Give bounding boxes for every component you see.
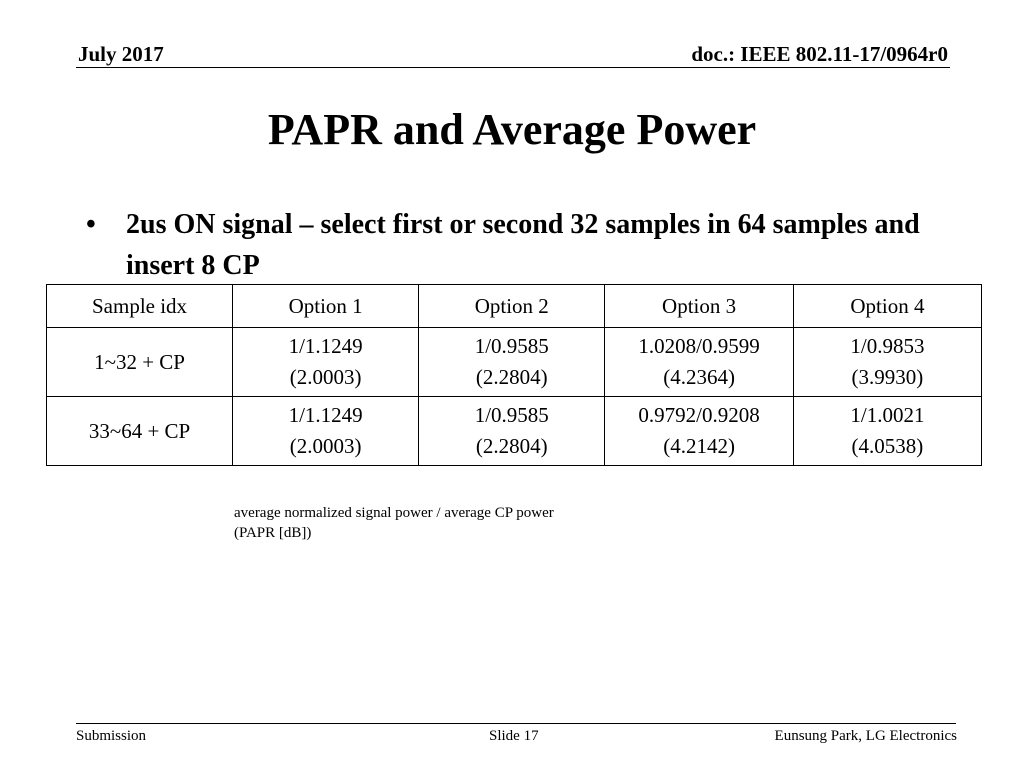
cell-power-ratio: 1/1.1249 xyxy=(288,403,363,427)
header-divider xyxy=(76,67,950,68)
footer-submission: Submission xyxy=(76,728,147,744)
header-option-4: Option 4 xyxy=(793,285,981,328)
table-header-row xyxy=(47,285,982,328)
row-label: 33~64 + CP xyxy=(47,397,233,466)
cell-papr: (2.2804) xyxy=(475,365,548,389)
cell-power-ratio: 1/1.0021 xyxy=(850,403,925,427)
cell-papr: (2.0003) xyxy=(289,365,362,389)
cell-papr: (3.9930) xyxy=(851,365,924,389)
bullet-text: 2us ON signal – select first or second 32 samples in 64 samples and insert 8 CP xyxy=(126,209,920,281)
cell-papr: (4.0538) xyxy=(851,434,924,458)
header-option-2: Option 2 xyxy=(419,285,605,328)
table-cell xyxy=(793,328,981,397)
cell-power-ratio: 1/0.9585 xyxy=(474,403,549,427)
header-sample-idx: Sample idx xyxy=(47,285,233,328)
footer-author: Eunsung Park, LG Electronics xyxy=(774,728,957,744)
table-cell xyxy=(233,397,419,466)
cell-power-ratio: 0.9792/0.9208 xyxy=(638,403,760,427)
cell-papr: (4.2364) xyxy=(663,365,735,389)
row-label: 1~32 + CP xyxy=(47,328,233,397)
table-row xyxy=(47,397,982,466)
note-line-1: average normalized signal power / average CP power xyxy=(234,505,554,521)
results-table xyxy=(46,284,982,466)
cell-papr: (4.2142) xyxy=(663,434,735,458)
note-line-2: (PAPR [dB]) xyxy=(234,525,312,541)
header-doc-id: doc.: IEEE 802.11-17/0964r0 xyxy=(691,42,948,66)
table-cell xyxy=(793,397,981,466)
bullet-marker: • xyxy=(86,209,96,240)
table-cell xyxy=(419,328,605,397)
table-cell xyxy=(233,328,419,397)
footer-slide-number: Slide 17 xyxy=(489,728,539,744)
slide-title: PAPR and Average Power xyxy=(267,105,757,154)
table-cell xyxy=(419,397,605,466)
table-note xyxy=(234,503,554,543)
header-option-3: Option 3 xyxy=(605,285,793,328)
cell-power-ratio: 1/0.9585 xyxy=(474,334,549,358)
header-option-1: Option 1 xyxy=(233,285,419,328)
cell-power-ratio: 1/1.1249 xyxy=(288,334,363,358)
footer-divider xyxy=(76,723,956,724)
table-row xyxy=(47,328,982,397)
cell-power-ratio: 1.0208/0.9599 xyxy=(638,334,760,358)
cell-power-ratio: 1/0.9853 xyxy=(850,334,925,358)
table-cell xyxy=(605,397,793,466)
cell-papr: (2.2804) xyxy=(475,434,548,458)
table-cell xyxy=(605,328,793,397)
header-date: July 2017 xyxy=(78,42,164,66)
cell-papr: (2.0003) xyxy=(289,434,362,458)
